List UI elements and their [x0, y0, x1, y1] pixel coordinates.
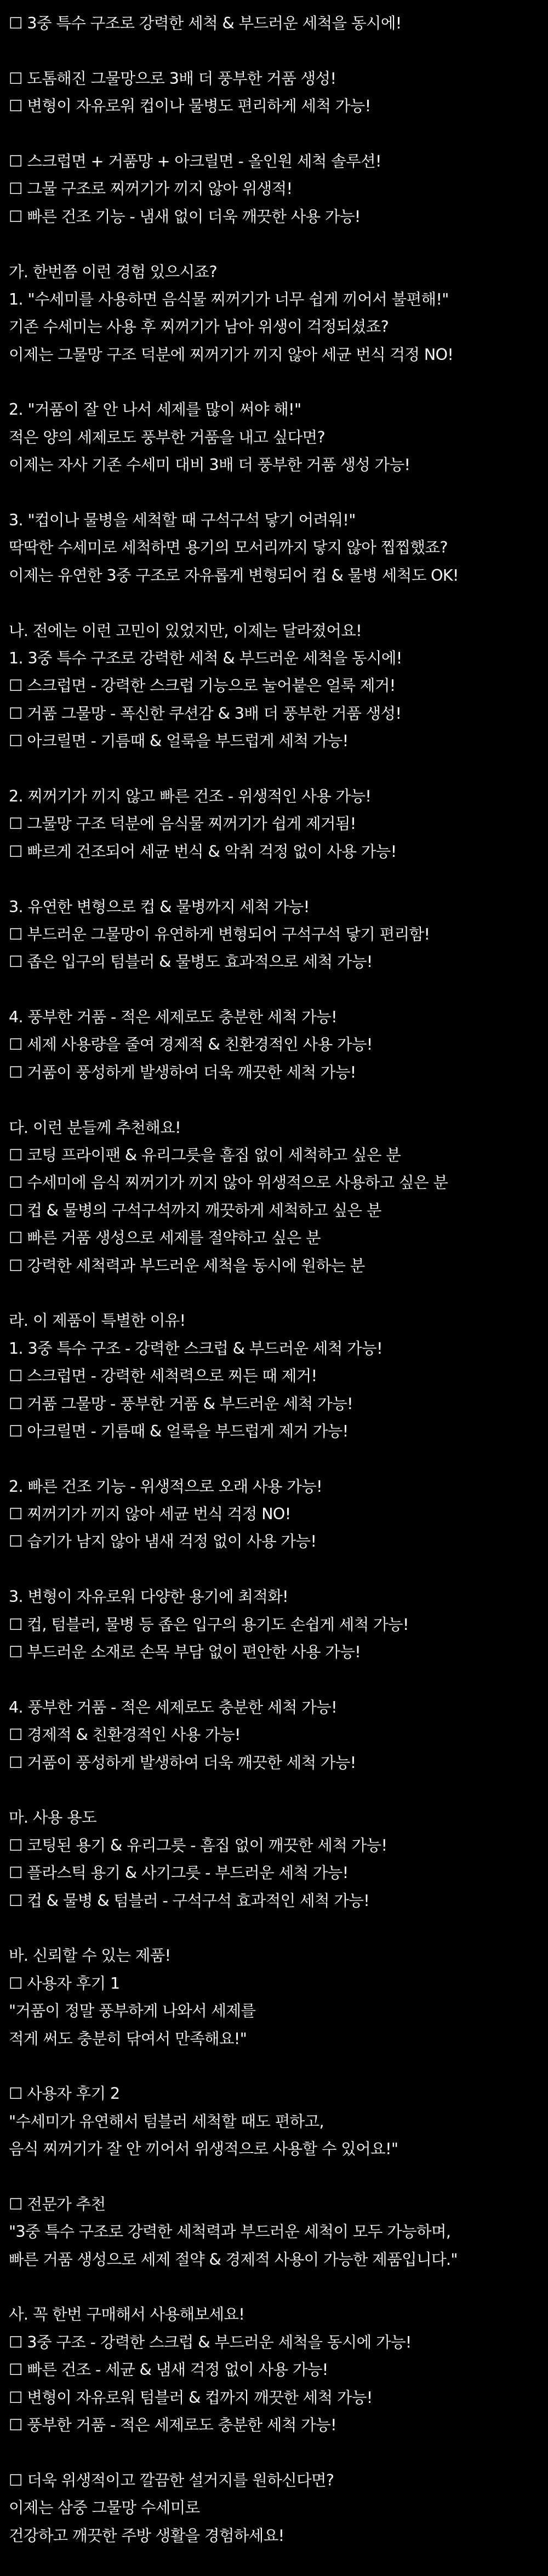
- text-line: ☐ 변형이 자유로워 텀블러 & 컵까지 깨끗한 세척 가능!: [9, 2388, 373, 2407]
- text-line: 딱딱한 수세미로 세척하면 용기의 모서리까지 닿지 않아 찝찝했죠?: [9, 539, 448, 557]
- text-line: 2. 찌꺼기가 끼지 않고 빠른 건조 - 위생적인 사용 가능!: [9, 787, 372, 805]
- text-line: ☐ 더욱 위생적이고 깔끔한 설거지를 원하신다면?: [9, 2471, 334, 2489]
- text-line: 1. 3중 특수 구조 - 강력한 스크럽 & 부드러운 세척 가능!: [9, 1339, 383, 1358]
- text-line: 다. 이런 분들께 추천해요!: [9, 1118, 181, 1137]
- text-line: ☐ 컵 & 물병 & 텀블러 - 구석구석 효과적인 세척 가능!: [9, 1891, 370, 1910]
- text-line: 1. "수세미를 사용하면 음식물 찌꺼기가 너무 쉽게 끼어서 불편해!": [9, 290, 449, 308]
- text-line: 3. 유연한 변형으로 컵 & 물병까지 세척 가능!: [9, 897, 310, 916]
- paragraph-spacer: [9, 1777, 548, 1804]
- text-line: 마. 사용 용도: [9, 1808, 97, 1827]
- paragraph-spacer: [9, 121, 548, 148]
- text-line: ☐ 사용자 후기 1: [9, 1974, 120, 1993]
- paragraph-spacer: [9, 1556, 548, 1583]
- text-line: 빠른 거품 생성으로 세제 절약 & 경제적 사용이 가능한 제품입니다.": [9, 2250, 458, 2269]
- text-line: 라. 이 제품이 특별한 이유!: [9, 1312, 186, 1330]
- text-line: ☐ 스크럽면 - 강력한 스크럽 기능으로 눌어붙은 얼룩 제거!: [9, 677, 396, 695]
- paragraph-spacer: [9, 589, 548, 617]
- text-line: 나. 전에는 이런 고민이 있었지만, 이제는 달라졌어요!: [9, 621, 362, 640]
- paragraph-spacer: [9, 2439, 548, 2466]
- paragraph-spacer: [9, 1280, 548, 1307]
- text-line: ☐ 거품 그물망 - 풍부한 거품 & 부드러운 세척 가능!: [9, 1394, 353, 1413]
- text-line: 2. 빠른 건조 기능 - 위생적으로 오래 사용 가능!: [9, 1477, 323, 1496]
- paragraph-spacer: [9, 2274, 548, 2301]
- text-line: "거품이 정말 풍부하게 나와서 세제를: [9, 2002, 256, 2020]
- paragraph-spacer: [9, 2053, 548, 2080]
- text-line: 4. 풍부한 거품 - 적은 세제로도 충분한 세척 가능!: [9, 1698, 337, 1716]
- paragraph-spacer: [9, 369, 548, 396]
- text-line: ☐ 3중 구조 - 강력한 스크럽 & 부드러운 세척을 동시에 가능!: [9, 2333, 412, 2351]
- text-line: ☐ 변형이 자유로워 컵이나 물병도 편리하게 세척 가능!: [9, 97, 371, 116]
- text-line: ☐ 부드러운 그물망이 유연하게 변형되어 구석구석 닿기 편리함!: [9, 925, 430, 943]
- paragraph-spacer: [9, 2163, 548, 2190]
- text-line: 이제는 유연한 3중 구조로 자유롭게 변형되어 컵 & 물병 세척도 OK!: [9, 566, 459, 585]
- text-line: 3. 변형이 자유로워 다양한 용기에 최적화!: [9, 1588, 289, 1606]
- text-line: ☐ 컵 & 물병의 구석구석까지 깨끗하게 세척하고 싶은 분: [9, 1201, 381, 1220]
- paragraph-spacer: [9, 866, 548, 893]
- text-line: ☐ 부드러운 소재로 손목 부담 없이 편안한 사용 가능!: [9, 1643, 361, 1662]
- text-line: ☐ 습기가 남지 않아 냄새 걱정 없이 사용 가능!: [9, 1532, 317, 1551]
- text-line: ☐ 좁은 입구의 텀블러 & 물병도 효과적으로 세척 가능!: [9, 953, 373, 971]
- text-line: ☐ 코팅 프라이팬 & 유리그릇을 흠집 없이 세척하고 싶은 분: [9, 1146, 401, 1165]
- text-line: ☐ 빠르게 건조되어 세균 번식 & 악취 걱정 없이 사용 가능!: [9, 842, 397, 861]
- text-line: ☐ 3중 특수 구조로 강력한 세척 & 부드러운 세척을 동시에!: [9, 14, 402, 32]
- text-line: ☐ 컵, 텀블러, 물병 등 좁은 입구의 용기도 손쉽게 세척 가능!: [9, 1615, 409, 1634]
- text-line: ☐ 그물 구조로 찌꺼기가 끼지 않아 위생적!: [9, 180, 293, 198]
- text-line: ☐ 빠른 거품 생성으로 세제를 절약하고 싶은 분: [9, 1229, 321, 1247]
- text-line: ☐ 코팅된 용기 & 유리그릇 - 흠집 없이 깨끗한 세척 가능!: [9, 1836, 387, 1854]
- text-line: 3. "컵이나 물병을 세척할 때 구석구석 닿기 어려워!": [9, 511, 356, 530]
- text-line: ☐ 사용자 후기 2: [9, 2085, 120, 2103]
- text-line: ☐ 강력한 세척력과 부드러운 세척을 동시에 원하는 분: [9, 1256, 365, 1275]
- text-line: 이제는 삼중 그물망 수세미로: [9, 2499, 200, 2517]
- text-line: ☐ 빠른 건조 기능 - 냄새 없이 더욱 깨끗한 사용 가능!: [9, 207, 361, 226]
- paragraph-spacer: [9, 1086, 548, 1114]
- text-line: ☐ 플라스틱 용기 & 사기그릇 - 부드러운 세척 가능!: [9, 1864, 349, 1882]
- text-line: 사. 꼭 한번 구매해서 사용해보세요!: [9, 2305, 245, 2324]
- paragraph-spacer: [9, 1666, 548, 1693]
- paragraph-spacer: [9, 37, 548, 65]
- text-line: ☐ 수세미에 음식 찌꺼기가 끼지 않아 위생적으로 사용하고 싶은 분: [9, 1173, 448, 1192]
- text-line: ☐ 스크럽면 + 거품망 + 아크릴면 - 올인원 세척 솔루션!: [9, 152, 381, 170]
- text-line: 4. 풍부한 거품 - 적은 세제로도 충분한 세척 가능!: [9, 1008, 337, 1027]
- text-line: ☐ 그물망 구조 덕분에 음식물 찌꺼기가 쉽게 제거됨!: [9, 815, 356, 833]
- paragraph-spacer: [9, 1445, 548, 1473]
- text-line: ☐ 찌꺼기가 끼지 않아 세균 번식 걱정 NO!: [9, 1505, 291, 1524]
- text-line: 이제는 그물망 구조 덕분에 찌꺼기가 끼지 않아 세균 번식 걱정 NO!: [9, 345, 454, 364]
- text-line: ☐ 거품이 풍성하게 발생하여 더욱 깨끗한 세척 가능!: [9, 1063, 356, 1081]
- text-line: ☐ 아크릴면 - 기름때 & 얼룩을 부드럽게 제거 가능!: [9, 1422, 349, 1440]
- text-line: 적게 써도 충분히 닦여서 만족해요!": [9, 2029, 247, 2048]
- text-line: 가. 한번쯤 이런 경험 있으시죠?: [9, 262, 217, 281]
- text-line: ☐ 스크럽면 - 강력한 세척력으로 찌든 때 제거!: [9, 1367, 317, 1386]
- text-line: ☐ 세제 사용량을 줄여 경제적 & 친환경적인 사용 가능!: [9, 1035, 373, 1054]
- text-line: 건강하고 깨끗한 주방 생활을 경험하세요!: [9, 2526, 284, 2545]
- paragraph-spacer: [9, 231, 548, 258]
- paragraph-spacer: [9, 479, 548, 507]
- text-line: 적은 양의 세제로도 풍부한 거품을 내고 싶다면?: [9, 428, 325, 446]
- text-line: ☐ 전문가 추천: [9, 2195, 106, 2213]
- text-line: ☐ 빠른 건조 - 세균 & 냄새 걱정 없이 사용 가능!: [9, 2361, 328, 2379]
- text-line: 1. 3중 특수 구조로 강력한 세척 & 부드러운 세척을 동시에!: [9, 649, 402, 667]
- text-line: 기존 수세미는 사용 후 찌꺼기가 남아 위생이 걱정되셨죠?: [9, 318, 389, 336]
- text-line: ☐ 거품 그물망 - 폭신한 쿠션감 & 3배 더 풍부한 거품 생성!: [9, 704, 402, 723]
- text-line: ☐ 경제적 & 친환경적인 사용 가능!: [9, 1726, 241, 1744]
- text-line: 2. "거품이 잘 안 나서 세제를 많이 써야 해!": [9, 400, 301, 419]
- paragraph-spacer: [9, 976, 548, 1004]
- text-line: "수세미가 유연해서 텀블러 세척할 때도 편하고,: [9, 2112, 324, 2131]
- text-line: ☐ 거품이 풍성하게 발생하여 더욱 깨끗한 세척 가능!: [9, 1753, 356, 1772]
- paragraph-spacer: [9, 755, 548, 783]
- text-line: ☐ 도톰해진 그물망으로 3배 더 풍부한 거품 생성!: [9, 69, 336, 88]
- text-line: ☐ 아크릴면 - 기름때 & 얼룩을 부드럽게 세척 가능!: [9, 732, 349, 751]
- text-line: 이제는 자사 기존 수세미 대비 3배 더 풍부한 거품 생성 가능!: [9, 456, 410, 474]
- text-line: 음식 찌꺼기가 잘 안 끼어서 위생적으로 사용할 수 있어요!": [9, 2140, 398, 2159]
- text-line: "3중 특수 구조로 강력한 세척력과 부드러운 세척이 모두 가능하며,: [9, 2223, 451, 2241]
- paragraph-spacer: [9, 1915, 548, 1942]
- text-line: 바. 신뢰할 수 있는 제품!: [9, 1947, 171, 1965]
- text-line: ☐ 풍부한 거품 - 적은 세제로도 충분한 세척 가능!: [9, 2415, 336, 2434]
